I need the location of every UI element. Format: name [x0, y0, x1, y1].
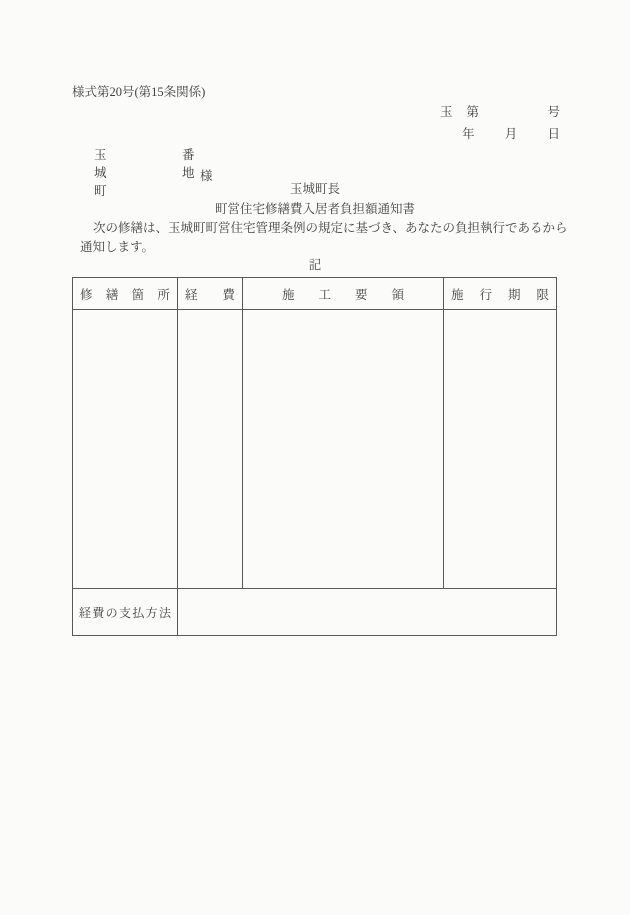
payment-method-label	[73, 604, 177, 621]
addressee-honorific: 様	[200, 169, 213, 183]
glyph: 行	[479, 287, 492, 302]
addressee-town: 玉城町	[94, 148, 107, 198]
glyph: 要	[355, 287, 368, 302]
document-number-gou: 号	[547, 105, 560, 119]
glyph: 修	[80, 287, 93, 302]
document-number-row	[440, 102, 560, 120]
addressee-banchi-label: 番地	[182, 148, 195, 180]
body-paragraph-line-1: 次の修繕は、玉城町町営住宅管理条例の規定に基づき、あなたの負担執行であるから	[93, 221, 568, 235]
cell-repair-location[interactable]	[73, 310, 178, 589]
issuer-name: 玉城町長	[289, 182, 340, 196]
repair-details-table	[72, 277, 557, 636]
glyph: 法	[158, 605, 171, 620]
date-year-label: 年	[462, 127, 475, 141]
cell-work-method[interactable]	[243, 310, 444, 589]
glyph: 払	[132, 605, 145, 620]
section-marker: 記	[308, 258, 322, 272]
document-title: 町営住宅修繕費入居者負担額通知書	[214, 202, 415, 216]
glyph: 費	[222, 287, 235, 302]
cell-deadline[interactable]	[444, 310, 557, 589]
payment-method-row	[73, 589, 557, 636]
glyph: 方	[145, 605, 158, 620]
glyph: 限	[536, 287, 549, 302]
header-cell-deadline	[444, 278, 557, 310]
glyph: 費	[92, 605, 105, 620]
table-row	[73, 310, 557, 589]
header-cell-work-method	[243, 278, 444, 310]
glyph: 施	[451, 287, 464, 302]
glyph: 経	[185, 287, 198, 302]
glyph: 領	[391, 287, 405, 302]
glyph: 施	[281, 287, 295, 302]
form-number: 様式第20号(第15条関係)	[72, 85, 206, 99]
glyph: 工	[318, 287, 331, 302]
header-label-cost	[178, 285, 242, 303]
header-cell-repair-location	[73, 278, 178, 310]
glyph: 箇	[131, 287, 145, 302]
glyph: の	[105, 605, 118, 620]
glyph: 期	[507, 287, 521, 302]
header-cell-cost	[178, 278, 243, 310]
glyph: 経	[79, 605, 92, 620]
date-month-label: 月	[504, 127, 518, 141]
glyph: 繕	[105, 287, 119, 302]
header-label-repair-location	[73, 285, 177, 303]
document-number-prefix: 玉	[440, 105, 453, 119]
cell-cost[interactable]	[178, 310, 243, 589]
glyph: 支	[118, 605, 131, 620]
table-header-row	[73, 278, 557, 310]
body-paragraph-line-2: 通知します。	[80, 240, 155, 254]
payment-method-value-cell[interactable]	[178, 589, 557, 636]
date-line	[462, 124, 560, 142]
document-number-dai: 第	[466, 105, 480, 119]
glyph: 所	[157, 287, 170, 302]
header-label-work-method	[243, 285, 443, 303]
header-label-deadline	[444, 285, 556, 303]
date-day-label: 日	[547, 127, 560, 141]
payment-method-label-cell	[73, 589, 178, 636]
